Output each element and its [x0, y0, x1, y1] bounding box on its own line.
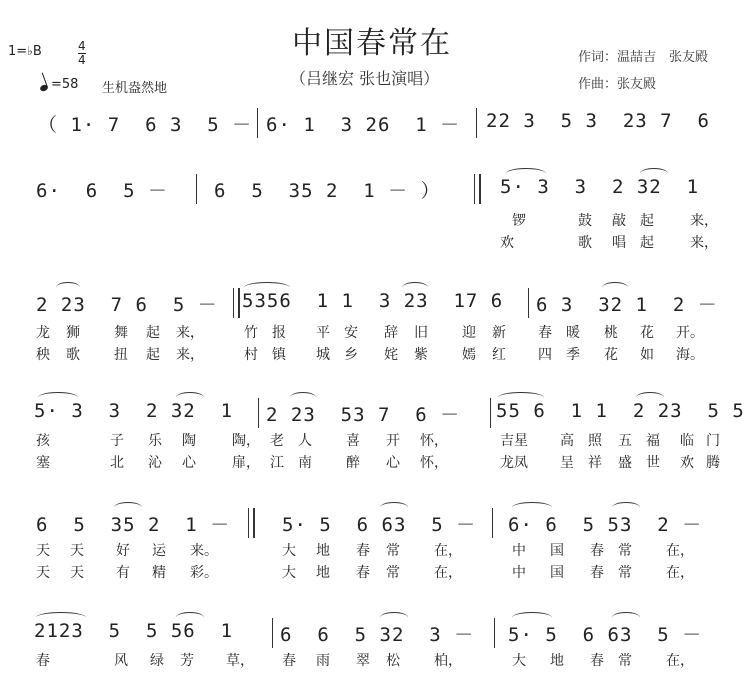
notation-segment: 6 5 35 2 1 － [36, 514, 231, 536]
lyric-syllable: 镇 [272, 347, 286, 363]
lyric-syllable: 春 [590, 543, 604, 559]
repeat-barline [474, 174, 481, 204]
lyric-syllable: 报 [272, 325, 286, 341]
lyric-syllable: 福 [646, 433, 660, 449]
lyric-syllable: 在， [434, 565, 462, 581]
lyric-syllable: 运 [152, 543, 166, 559]
lyric-syllable: 塞 [36, 455, 50, 471]
lyric-syllable: 地 [316, 565, 330, 581]
lyric-syllable: 老 [270, 433, 284, 449]
lyric-syllable: 竹 [244, 325, 258, 341]
lyric-syllable: 春 [538, 325, 552, 341]
barline [492, 508, 493, 538]
lyric-syllable: 好 [116, 543, 130, 559]
lyric-syllable: 扭 [114, 347, 128, 363]
lyric-syllable: 醉 [346, 455, 360, 471]
notation-segment: 6· 1 3 26 1 － [266, 114, 461, 136]
repeat-barline [248, 508, 255, 538]
lyric-syllable: 江 [270, 455, 284, 471]
lyric-syllable: 彩。 [190, 565, 218, 581]
lyric-syllable: 乐 [148, 433, 162, 449]
lyric-syllable: 翠 [356, 653, 370, 669]
lyric-syllable: 来， [176, 325, 204, 341]
barline [476, 108, 477, 138]
notation-segment: 5· 5 6 63 5 － [508, 624, 703, 646]
lyric-syllable: 祥 [588, 455, 602, 471]
lyric-syllable: 嫣 [462, 347, 476, 363]
notation-segment: 6 3 32 1 2 － [536, 294, 718, 316]
lyric-syllable: 中 [512, 565, 526, 581]
notation-segment: 5356 1 1 3 23 17 6 [242, 290, 504, 312]
lyric-syllable: 龙 [36, 325, 50, 341]
lyric-syllable: 在， [434, 543, 462, 559]
lyric-syllable: 人 [298, 433, 312, 449]
lyric-syllable: 在， [666, 565, 694, 581]
barline [272, 618, 273, 648]
notation-segment: 6 6 5 32 3 － [280, 624, 475, 646]
lyric-syllable: 门 [706, 433, 720, 449]
lyric-syllable: 常 [618, 653, 632, 669]
lyric-syllable: 沁 [148, 455, 162, 471]
lyric-syllable: 来， [690, 213, 718, 229]
lyric-syllable: 如 [640, 347, 654, 363]
notation-segment: 2 23 7 6 5 － [36, 294, 218, 316]
lyric-syllable: 精 [152, 565, 166, 581]
expression-marking: 生机盎然地 [102, 81, 168, 96]
lyric-syllable: 起 [146, 347, 160, 363]
notation-segment: 22 3 5 3 23 7 6 [486, 110, 710, 132]
lyric-syllable: 心 [182, 455, 196, 471]
lyric-syllable: 季 [566, 347, 580, 363]
notation-segment: 6· 6 5 53 2 － [508, 514, 703, 536]
lyric-syllable: 照 [588, 433, 602, 449]
tempo-marking [40, 77, 78, 92]
lyric-syllable: 大 [512, 653, 526, 669]
lyric-syllable: 花 [604, 347, 618, 363]
lyric-syllable: 芳 [180, 653, 194, 669]
lyric-syllable: 旧 [414, 325, 428, 341]
lyric-syllable: 天 [70, 565, 84, 581]
lyric-syllable: 锣 [512, 213, 526, 229]
key-prefix: 1= [8, 44, 28, 59]
lyric-syllable: 城 [316, 347, 330, 363]
lyric-syllable: 起 [146, 325, 160, 341]
notation-segment: 55 6 1 1 2 23 5 5 [496, 400, 745, 422]
lyric-syllable: 来， [176, 347, 204, 363]
lyric-syllable: 来， [690, 235, 718, 251]
lyric-syllable: 常 [618, 543, 632, 559]
lyric-syllable: 世 [646, 455, 660, 471]
lyric-syllable: 在， [666, 653, 694, 669]
lyric-syllable: 呈 [560, 455, 574, 471]
lyric-syllable: 春 [590, 653, 604, 669]
lyric-syllable: 子 [110, 433, 124, 449]
lyric-syllable: 花 [640, 325, 654, 341]
lyric-syllable: 柏， [434, 653, 462, 669]
notation-segment: 5· 3 3 2 32 1 [500, 176, 700, 198]
song-subtitle: （吕继宏 张也演唱） [290, 69, 440, 88]
notation-segment: 5· 5 6 63 5 － [282, 514, 477, 536]
time-signature [78, 40, 86, 67]
lyric-syllable: 新 [492, 325, 506, 341]
lyric-syllable: 春 [36, 653, 50, 669]
notation-segment: （ 1· 7 6 3 5 － [38, 114, 253, 136]
lyric-syllable: 开 [386, 433, 400, 449]
lyric-syllable: 盛 [618, 455, 632, 471]
barline [490, 398, 491, 428]
notation-segment: 2123 5 5 56 1 [34, 620, 234, 642]
lyric-syllable: 孩 [36, 433, 50, 449]
key-letter: B [32, 44, 42, 59]
lyric-syllable: 腾 [706, 455, 720, 471]
lyric-syllable: 常 [386, 565, 400, 581]
lyric-syllable: 大 [282, 565, 296, 581]
barline [257, 108, 258, 138]
lyric-syllable: 辞 [384, 325, 398, 341]
lyric-syllable: 迎 [462, 325, 476, 341]
lyric-syllable: 雨 [316, 653, 330, 669]
lyric-syllable: 心 [386, 455, 400, 471]
time-top: 4 [78, 39, 86, 53]
barline [528, 288, 529, 318]
lyric-syllable: 五 [618, 433, 632, 449]
lyric-syllable: 草， [226, 653, 254, 669]
lyric-syllable: 风 [114, 653, 128, 669]
lyric-syllable: 北 [110, 455, 124, 471]
lyric-syllable: 秧 [36, 347, 50, 363]
barline [258, 398, 259, 428]
lyric-syllable: 春 [282, 653, 296, 669]
lyric-syllable: 大 [282, 543, 296, 559]
lyric-syllable: 海。 [676, 347, 704, 363]
lyric-syllable: 村 [244, 347, 258, 363]
lyric-syllable: 南 [298, 455, 312, 471]
quarter-note-icon [39, 84, 49, 92]
barline [233, 288, 240, 318]
lyric-syllable: 歌 [578, 235, 592, 251]
barline [196, 174, 197, 204]
lyric-syllable: 天 [36, 565, 50, 581]
lyric-syllable: 吉星 [500, 433, 528, 449]
lyric-syllable: 地 [550, 653, 564, 669]
lyric-syllable: 鼓 [578, 213, 592, 229]
notation-segment: 5· 3 3 2 32 1 [34, 400, 234, 422]
lyric-syllable: 春 [590, 565, 604, 581]
lyricist-credit: 作词：温喆吉 张友殿 [578, 50, 709, 65]
notation-segment: 6 5 35 2 1 － ） [214, 180, 441, 202]
lyric-syllable: 临 [680, 433, 694, 449]
lyric-syllable: 龙凤 [500, 455, 528, 471]
lyric-syllable: 起 [640, 235, 654, 251]
lyric-syllable: 国 [550, 565, 564, 581]
lyric-syllable: 紫 [414, 347, 428, 363]
lyric-syllable: 喜 [346, 433, 360, 449]
lyric-syllable: 天 [70, 543, 84, 559]
lyric-syllable: 天 [36, 543, 50, 559]
lyric-syllable: 暖 [566, 325, 580, 341]
composer-credit: 作曲：张友殿 [578, 77, 657, 92]
lyric-syllable: 起 [640, 213, 654, 229]
lyric-syllable: 常 [618, 565, 632, 581]
lyric-syllable: 高 [560, 433, 574, 449]
lyric-syllable: 欢 [680, 455, 694, 471]
lyric-syllable: 扉， [232, 455, 260, 471]
barline [494, 618, 495, 648]
lyric-syllable: 春 [356, 565, 370, 581]
lyric-syllable: 国 [550, 543, 564, 559]
notation-segment: 2 23 53 7 6 － [266, 404, 461, 426]
lyric-syllable: 常 [386, 543, 400, 559]
lyric-syllable: 平 [316, 325, 330, 341]
lyric-syllable: 绿 [150, 653, 164, 669]
lyric-syllable: 安 [344, 325, 358, 341]
song-title: 中国春常在 [292, 26, 452, 61]
lyric-syllable: 中 [512, 543, 526, 559]
tempo-value: =58 [51, 77, 79, 92]
lyric-syllable: 欢 [500, 235, 514, 251]
lyric-syllable: 敲 [612, 213, 626, 229]
notation-segment: 6· 6 5 － [36, 180, 168, 202]
flat-sign: ♭ [27, 44, 33, 58]
lyric-syllable: 红 [492, 347, 506, 363]
lyric-syllable: 唱 [612, 235, 626, 251]
lyric-syllable: 有 [116, 565, 130, 581]
time-bottom: 4 [78, 53, 86, 67]
lyric-syllable: 来。 [190, 543, 218, 559]
lyric-syllable: 姹 [384, 347, 398, 363]
lyric-syllable: 狮 [66, 325, 80, 341]
lyric-syllable: 四 [538, 347, 552, 363]
lyric-syllable: 开。 [676, 325, 704, 341]
lyric-syllable: 陶 [182, 433, 196, 449]
lyric-syllable: 舞 [114, 325, 128, 341]
key-signature [8, 44, 42, 59]
lyric-syllable: 乡 [344, 347, 358, 363]
lyric-syllable: 桃 [604, 325, 618, 341]
lyric-syllable: 怀， [420, 455, 448, 471]
lyric-syllable: 春 [356, 543, 370, 559]
lyric-syllable: 在， [666, 543, 694, 559]
lyric-syllable: 怀， [420, 433, 448, 449]
lyric-syllable: 歌 [66, 347, 80, 363]
lyric-syllable: 陶， [232, 433, 260, 449]
lyric-syllable: 地 [316, 543, 330, 559]
lyric-syllable: 松 [386, 653, 400, 669]
